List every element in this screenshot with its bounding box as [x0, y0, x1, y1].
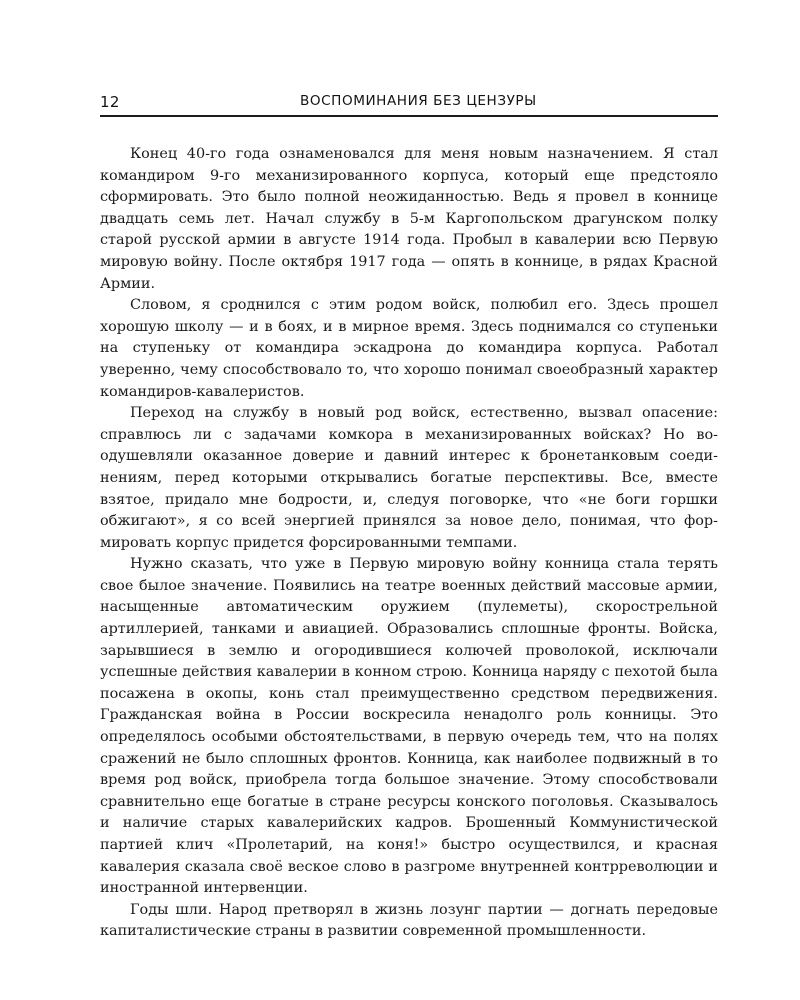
paragraph: Годы шли. Народ претворял в жизнь лозунг партии — догнать передовые капиталистические страны в развитии современной промышленности. [100, 901, 718, 940]
body-text [100, 144, 718, 943]
book-title: ВОСПОМИНАНИЯ БЕЗ ЦЕНЗУРЫ [300, 93, 537, 109]
header-rule [100, 115, 718, 117]
paragraph: Словом, я сроднился с этим родом войск, полюбил его. Здесь прошел хорошую школу — и в боях, и в мирное время. Здесь поднимался со ступеньки на ступеньку от командира эскадрона до командира корпуса. Работал уверенно, чему способствовало то, что хорошо понимал своеобразный характер командиров-кавалеристов. [100, 297, 718, 400]
running-head [100, 90, 718, 112]
paragraph: Нужно сказать, что уже в Первую мировую войну конница стала терять свое былое значение. Появились на театре военных действий массовые армии, насыщенные автоматическим оружием (пулеметы), скорострельной артиллерией, танками и авиацией. Образовались сплошные фронты. Войска, зарывшиеся в землю и огородившиеся колючей проволокой, исключали успешные действия кавалерии в конном строю. Конница наряду с пехотой была посажена в окопы, конь стал преимущественно средством передвижения. Гражданская война в России воскресила ненадолго роль конницы. Это определялось особыми обстоятельствами, в первую очередь тем, что на полях сражений не было сплошных фронтов. Конница, как наиболее подвижный в то время род войск, приобрела тогда большое значение. Этому способствовали сравнительно еще богатые в стране ресурсы конского поголовья. Сказывалось и наличие старых кавалерийских кадров. Брошенный Коммунистической партией клич «Пролетарий, на коня!» быстро осуществился, и красная кавалерия сказала своё веское слово в разгроме внутренней контрреволюции и иностранной интервенции. [100, 556, 718, 897]
paragraph: Конец 40-го года ознаменовался для меня новым назначением. Я стал командиром 9-го механизированного корпуса, который еще предстояло сформировать. Это было полной неожиданностью. Ведь я провел в коннице двадцать семь лет. Начал службу в 5-м Каргопольском драгунском полку старой русской армии в августе 1914 года. Пробыл в кавалерии всю Первую мировую войну. После октября 1917 года — опять в коннице, в рядах Красной Армии. [100, 146, 718, 292]
page-number: 12 [100, 93, 120, 111]
paragraph: Переход на службу в новый род войск, естественно, вызвал опасение: справлюсь ли с задачами комкора в механизированных войсках? Но воодушевляли оказанное доверие и давний интерес к бронетанковым соединениям, перед которыми открывались богатые перспективы. Все, вместе взятое, придало мне бодрости, и, следуя поговорке, что «не боги горшки обжигают», я со всей энергией принялся за новое дело, понимая, что формировать корпус придется форсированными темпами. [100, 405, 718, 551]
